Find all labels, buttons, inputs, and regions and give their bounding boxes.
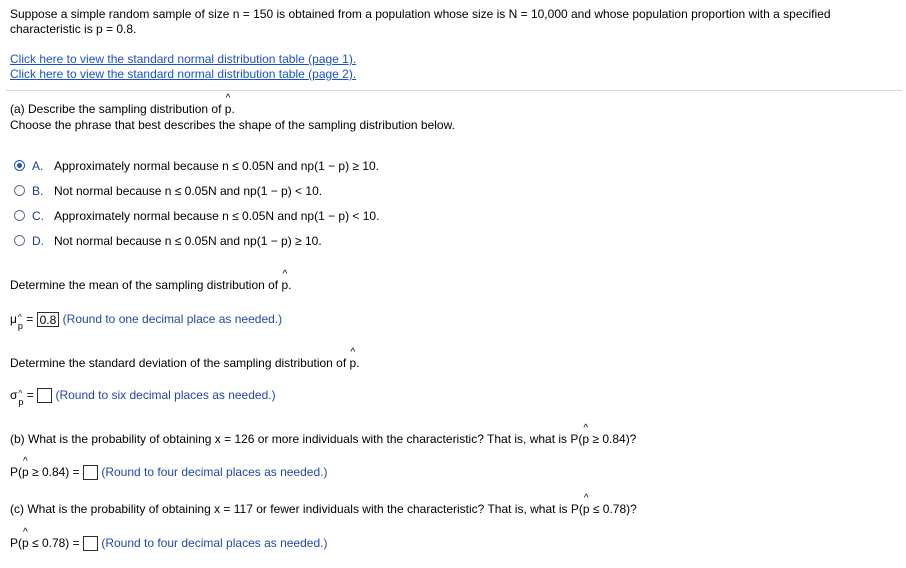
part-c-rounding-hint: (Round to four decimal places as needed.) [101, 536, 328, 550]
mean-rounding-hint: (Round to one decimal place as needed.) [62, 312, 283, 326]
normal-table-page1-link[interactable]: Click here to view the standard normal distribution table (page 1). [10, 52, 357, 66]
radio-option-a[interactable] [14, 160, 25, 171]
mean-answer-box[interactable]: 0.8 [37, 312, 60, 327]
part-a-instruction: Choose the phrase that best describes the shape of the sampling distribution below. [10, 118, 455, 132]
sigma-label: σ [10, 388, 18, 402]
radio-option-b[interactable] [14, 185, 25, 196]
option-d[interactable] [14, 233, 514, 251]
option-b[interactable] [14, 183, 514, 201]
part-b-answer-row: P(^ p ≥ 0.84) = (Round to four decimal places as needed.) [10, 465, 327, 480]
option-a[interactable] [14, 158, 514, 176]
p-hat-symbol: ^ p [225, 102, 232, 116]
option-b-text: Not normal because n ≤ 0.05N and np(1 − p) < 10. [54, 184, 323, 198]
mu-label: μ [10, 312, 17, 326]
mean-prompt: Determine the mean of the sampling distribution of ^ p. [10, 278, 292, 292]
part-b-question: (b) What is the probability of obtaining x = 126 or more individuals with the characteristic? That is, what is P(^ p ≥ 0.84)? [10, 432, 636, 446]
sd-rounding-hint: (Round to six decimal places as needed.) [55, 388, 276, 402]
part-c-answer-row: P(^ p ≤ 0.78) = (Round to four decimal places as needed.) [10, 536, 327, 551]
part-b-rounding-hint: (Round to four decimal places as needed.) [101, 465, 328, 479]
option-d-text: Not normal because n ≤ 0.05N and np(1 − p) ≥ 10. [54, 234, 322, 248]
mean-answer-row: μ^ p = 0.8 (Round to one decimal place as needed.) [10, 312, 282, 331]
part-b-answer-box[interactable] [83, 465, 98, 480]
radio-option-d[interactable] [14, 235, 25, 246]
problem-statement-line2: characteristic is p = 0.8. [10, 22, 137, 36]
option-d-letter: D. [32, 234, 44, 248]
p-hat-symbol: ^ p [22, 536, 29, 550]
option-b-letter: B. [32, 184, 44, 198]
section-divider [6, 90, 902, 91]
option-c-letter: C. [32, 209, 44, 223]
sigma-subscript-p-hat: ^ p [18, 397, 23, 407]
sd-answer-box[interactable] [37, 388, 52, 403]
option-c-text: Approximately normal because n ≤ 0.05N and np(1 − p) < 10. [54, 209, 380, 223]
part-a-question: (a) Describe the sampling distribution of ^ p. [10, 102, 235, 116]
option-a-letter: A. [32, 159, 44, 173]
problem-statement-line1: Suppose a simple random sample of size n = 150 is obtained from a population whose size is N = 10,000 and whose population proportion with a specified [10, 7, 831, 21]
p-hat-symbol: ^ p [350, 356, 357, 370]
p-hat-symbol: ^ p [583, 502, 590, 516]
part-c-answer-box[interactable] [83, 536, 98, 551]
p-hat-symbol: ^ p [281, 278, 288, 292]
p-hat-symbol: ^ p [582, 432, 589, 446]
p-hat-symbol: ^ p [22, 465, 29, 479]
sd-answer-row: σ^ p = (Round to six decimal places as needed.) [10, 388, 276, 407]
part-c-question: (c) What is the probability of obtaining x = 117 or fewer individuals with the characteristic? That is, what is P(^ p ≤ 0.78)? [10, 502, 637, 516]
sd-prompt: Determine the standard deviation of the sampling distribution of ^ p. [10, 356, 360, 370]
option-a-text: Approximately normal because n ≤ 0.05N and np(1 − p) ≥ 10. [54, 159, 380, 173]
option-c[interactable] [14, 208, 514, 226]
radio-option-c[interactable] [14, 210, 25, 221]
normal-table-page2-link[interactable]: Click here to view the standard normal distribution table (page 2). [10, 67, 357, 81]
mu-subscript-p-hat: ^ p [18, 321, 23, 331]
